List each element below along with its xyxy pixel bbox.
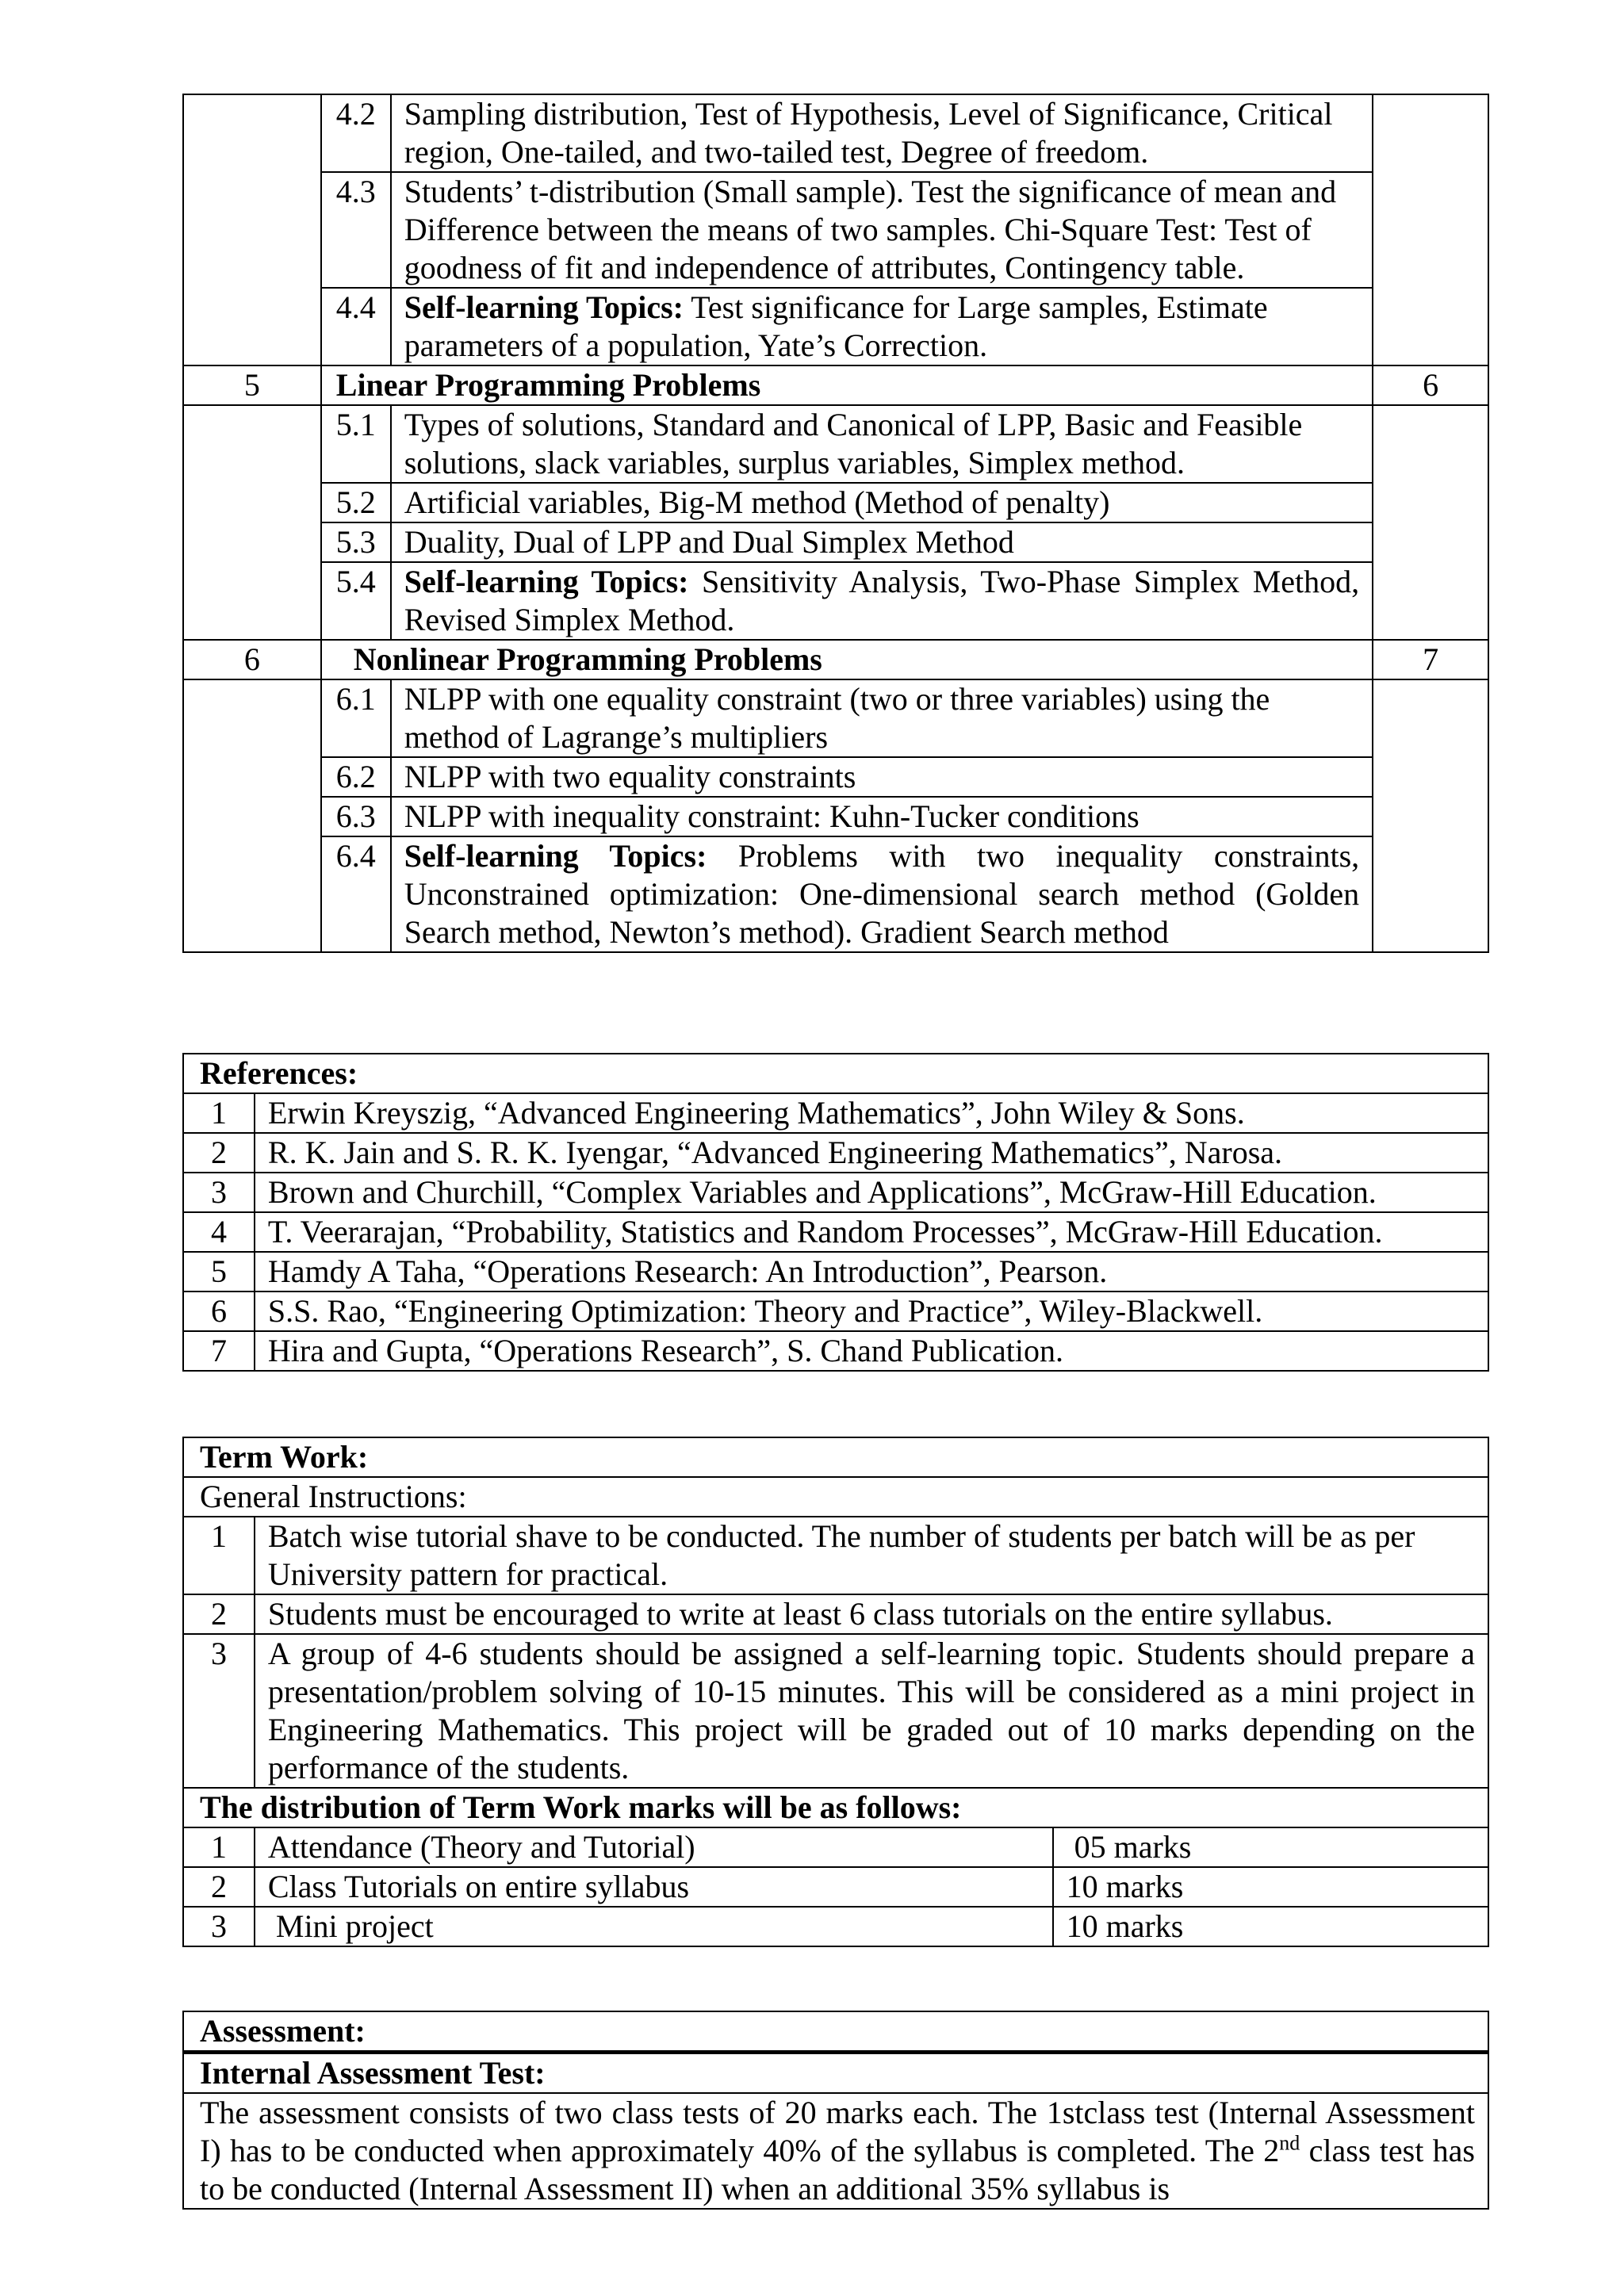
reference-row xyxy=(183,1292,1488,1331)
references-table xyxy=(182,1053,1489,1372)
subtopic-text xyxy=(391,288,1373,365)
subtopic-number: 5.2 xyxy=(321,483,391,522)
instruction-row xyxy=(183,1594,1488,1634)
reference-text: Erwin Kreyszig, “Advanced Engineering Mathematics”, John Wiley & Sons. xyxy=(255,1093,1488,1133)
hours-cell xyxy=(1373,94,1488,365)
reference-number: 6 xyxy=(183,1292,255,1331)
instruction-row xyxy=(183,1634,1488,1788)
reference-row xyxy=(183,1252,1488,1292)
marks-value: 10 marks xyxy=(1053,1907,1488,1946)
module-cell xyxy=(183,94,321,365)
general-instructions-label: General Instructions: xyxy=(183,1477,1488,1517)
syllabus-row xyxy=(183,405,1488,483)
syllabus-row xyxy=(183,797,1488,836)
internal-assessment-heading: Internal Assessment Test: xyxy=(183,2053,1488,2094)
term-work-heading: Term Work: xyxy=(183,1437,1488,1477)
assessment-heading: Assessment: xyxy=(183,2011,1488,2053)
reference-number: 1 xyxy=(183,1093,255,1133)
reference-text: Hamdy A Taha, “Operations Research: An Introduction”, Pearson. xyxy=(255,1252,1488,1292)
marks-value: 05 marks xyxy=(1053,1827,1488,1867)
reference-row xyxy=(183,1212,1488,1252)
marks-row xyxy=(183,1867,1488,1907)
assessment-text xyxy=(183,2093,1488,2209)
module-cell xyxy=(183,405,321,640)
subtopic-text xyxy=(391,562,1373,640)
module-number: 6 xyxy=(183,640,321,679)
module-hours: 6 xyxy=(1373,365,1488,405)
reference-number: 2 xyxy=(183,1133,255,1173)
self-learning-text: Test significance for Large samples, Estimate parameters of a population, Yate’s Correction. xyxy=(404,289,1268,363)
instruction-number: 3 xyxy=(183,1634,255,1788)
instruction-number: 2 xyxy=(183,1594,255,1634)
subtopic-number: 6.4 xyxy=(321,836,391,952)
marks-item: Mini project xyxy=(255,1907,1053,1946)
marks-number: 1 xyxy=(183,1827,255,1867)
self-learning-text: Problems with two inequality constraints, Unconstrained optimization: One-dimensional search method (Golden Search method, Newton’s method). Gradient Search method xyxy=(404,838,1360,950)
assessment-text-part2: class test has to be conducted (Internal Assessment II) when an additional 35% syllabus is xyxy=(200,2133,1475,2206)
reference-text: T. Veerarajan, “Probability, Statistics and Random Processes”, McGraw-Hill Education. xyxy=(255,1212,1488,1252)
instruction-text: A group of 4-6 students should be assigned a self-learning topic. Students should prepare a presentation/problem solving of 10-15 minutes. This will be considered as a mini project in Engineering Mathematics. This project will be graded out of 10 marks depending on the performance of the students. xyxy=(255,1634,1488,1788)
assessment-text-part1: The assessment consists of two class tests of 20 marks each. The 1stclass test (Internal Assessment I) has to be conducted when approximately 40% of the syllabus is completed. The 2 xyxy=(200,2095,1475,2168)
syllabus-table xyxy=(182,94,1489,953)
subtopic-number: 5.4 xyxy=(321,562,391,640)
syllabus-row xyxy=(183,172,1488,288)
instruction-text: Batch wise tutorial shave to be conducted. The number of students per batch will be as per University pattern for practical. xyxy=(255,1517,1488,1594)
syllabus-row xyxy=(183,522,1488,562)
syllabus-row xyxy=(183,757,1488,797)
syllabus-row xyxy=(183,562,1488,640)
syllabus-row xyxy=(183,679,1488,757)
module-number: 5 xyxy=(183,365,321,405)
subtopic-number: 6.1 xyxy=(321,679,391,757)
instruction-text: Students must be encouraged to write at least 6 class tutorials on the entire syllabus. xyxy=(255,1594,1488,1634)
ordinal-suffix: nd xyxy=(1279,2131,1300,2155)
reference-row xyxy=(183,1173,1488,1212)
marks-row xyxy=(183,1827,1488,1867)
reference-row xyxy=(183,1093,1488,1133)
subtopic-number: 6.3 xyxy=(321,797,391,836)
self-learning-text: Sensitivity Analysis, Two-Phase Simplex Method, Revised Simplex Method. xyxy=(404,564,1360,637)
module-row xyxy=(183,640,1488,679)
syllabus-row xyxy=(183,836,1488,952)
reference-text: Brown and Churchill, “Complex Variables and Applications”, McGraw-Hill Education. xyxy=(255,1173,1488,1212)
subtopic-number: 5.3 xyxy=(321,522,391,562)
reference-number: 5 xyxy=(183,1252,255,1292)
subtopic-number: 4.4 xyxy=(321,288,391,365)
hours-cell xyxy=(1373,679,1488,952)
module-cell xyxy=(183,679,321,952)
subtopic-number: 4.3 xyxy=(321,172,391,288)
marks-distribution-heading: The distribution of Term Work marks will be as follows: xyxy=(183,1788,1488,1827)
subtopic-text: NLPP with one equality constraint (two or three variables) using the method of Lagrange’s multipliers xyxy=(391,679,1373,757)
hours-cell xyxy=(1373,405,1488,640)
subtopic-text: NLPP with inequality constraint: Kuhn-Tucker conditions xyxy=(391,797,1373,836)
instruction-row xyxy=(183,1517,1488,1594)
marks-item: Class Tutorials on entire syllabus xyxy=(255,1867,1053,1907)
self-learning-label: Self-learning Topics: xyxy=(404,564,689,599)
subtopic-number: 5.1 xyxy=(321,405,391,483)
reference-number: 3 xyxy=(183,1173,255,1212)
marks-item: Attendance (Theory and Tutorial) xyxy=(255,1827,1053,1867)
subtopic-number: 4.2 xyxy=(321,94,391,172)
syllabus-row xyxy=(183,288,1488,365)
marks-number: 2 xyxy=(183,1867,255,1907)
marks-value: 10 marks xyxy=(1053,1867,1488,1907)
subtopic-text: Artificial variables, Big-M method (Method of penalty) xyxy=(391,483,1373,522)
subtopic-number: 6.2 xyxy=(321,757,391,797)
reference-text: R. K. Jain and S. R. K. Iyengar, “Advanced Engineering Mathematics”, Narosa. xyxy=(255,1133,1488,1173)
subtopic-text: Types of solutions, Standard and Canonical of LPP, Basic and Feasible solutions, slack variables, surplus variables, Simplex method. xyxy=(391,405,1373,483)
module-title: Nonlinear Programming Problems xyxy=(321,640,1373,679)
reference-text: Hira and Gupta, “Operations Research”, S. Chand Publication. xyxy=(255,1331,1488,1371)
module-title: Linear Programming Problems xyxy=(321,365,1373,405)
reference-row xyxy=(183,1331,1488,1371)
subtopic-text xyxy=(391,836,1373,952)
syllabus-row xyxy=(183,483,1488,522)
subtopic-text: Duality, Dual of LPP and Dual Simplex Method xyxy=(391,522,1373,562)
subtopic-text: NLPP with two equality constraints xyxy=(391,757,1373,797)
marks-row xyxy=(183,1907,1488,1946)
term-work-table xyxy=(182,1437,1489,1947)
references-heading: References: xyxy=(183,1054,1488,1093)
subtopic-text: Students’ t-distribution (Small sample). Test the significance of mean and Difference between the means of two samples. Chi-Square Test: Test of goodness of fit and independence of attributes, Contingency table. xyxy=(391,172,1373,288)
syllabus-row xyxy=(183,94,1488,172)
module-row xyxy=(183,365,1488,405)
instruction-number: 1 xyxy=(183,1517,255,1594)
module-hours: 7 xyxy=(1373,640,1488,679)
reference-number: 7 xyxy=(183,1331,255,1371)
reference-number: 4 xyxy=(183,1212,255,1252)
reference-row xyxy=(183,1133,1488,1173)
marks-number: 3 xyxy=(183,1907,255,1946)
subtopic-text: Sampling distribution, Test of Hypothesis, Level of Significance, Critical region, One-tailed, and two-tailed test, Degree of freedom. xyxy=(391,94,1373,172)
self-learning-label: Self-learning Topics: xyxy=(404,289,684,325)
self-learning-label: Self-learning Topics: xyxy=(404,838,707,874)
assessment-table xyxy=(182,2011,1489,2210)
reference-text: S.S. Rao, “Engineering Optimization: Theory and Practice”, Wiley-Blackwell. xyxy=(255,1292,1488,1331)
